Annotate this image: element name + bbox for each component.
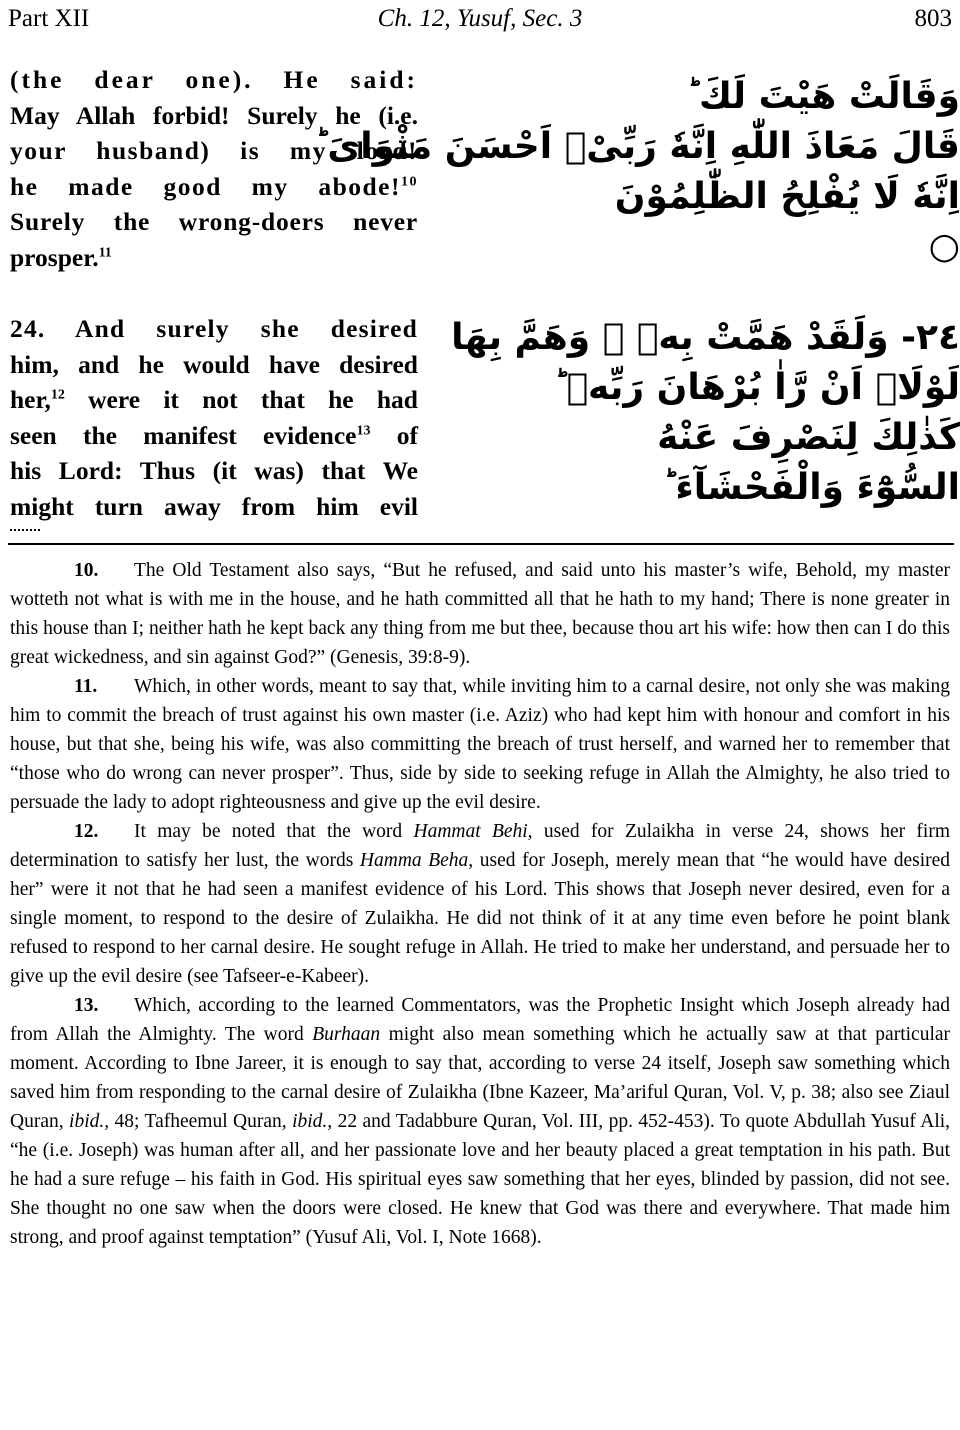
footnote-number: 12.	[74, 821, 99, 842]
verse-24-arabic	[451, 313, 960, 513]
verse-line: (the dear one). He said:	[10, 65, 418, 94]
footnote-11	[10, 672, 950, 817]
verse-line: prosper.$^{11}$	[10, 242, 112, 272]
arabic-line: اِنَّهٗ لَا يُفْلِحُ الظّٰلِمُوْنَ ○	[540, 172, 960, 272]
footnote-ref: 12	[50, 387, 65, 403]
verse-end-mark: ○	[928, 226, 960, 267]
verse-24-english	[10, 311, 418, 524]
verse-23-block	[10, 62, 960, 282]
footnote-text: used for Zulaikha in verse 24, shows her firm determination to satisfy her lust, the words	[10, 821, 950, 871]
verse-line: Surely the wrong-doers never	[10, 207, 418, 236]
footnote-text: 22 and Tadabbure Quran, Vol. III, pp. 452-453). To quote Abdullah Yusuf Ali, “he (i.e. Joseph) was human after all, and her passionate love and her beauty placed a great temptation in his path. But he had a sure refuge – his faith in God. His spiritual eyes saw something that her eyes, blinded by passion, did not see. She thought no one saw when the doors were closed. He knew that God was there and everywhere. That made him strong, and proof against temptation” (Yusuf Ali, Vol. I, Note 1668).	[10, 1111, 951, 1248]
arabic-line: السُّوْٓءَ وَالْفَحْشَآءَ ؕ	[662, 467, 960, 508]
footnote-13	[10, 991, 950, 1252]
footnote-number: 11.	[74, 676, 98, 697]
verse-line: him, and he would have desired	[10, 349, 418, 379]
footnote-text: Which, according to the learned Commentators, was the Prophetic Insight which Joseph already had from Allah the Almighty. The word	[10, 995, 950, 1045]
continuation-mark	[10, 529, 40, 531]
italic-term: Hamma Beha,	[359, 850, 474, 871]
arabic-line: وَقَالَتْ هَيْتَ لَكَ ؕ	[686, 76, 960, 117]
verse-line: May Allah forbid! Surely he (i.e.	[10, 100, 418, 130]
page-number: 803	[914, 5, 952, 32]
running-header	[8, 4, 952, 36]
footnote-text: used for Joseph, merely mean that “he would have desired her” were it not that he had seen a manifest evidence of his Lord. This shows that Joseph never desired, even for a single moment, to respond to the desire of Zulaikha. He did not think of it at any time even before he point blank refused to respond to her carnal desire. He sought refuge in Allah. He tried to make her understand, and persuade her to give up the evil desire (see Tafseer-e-Kabeer).	[10, 850, 951, 987]
italic-term: ibid.,	[292, 1111, 333, 1132]
arabic-line: قَالَ مَعَاذَ اللّٰهِ اِنَّهٗ رَبِّىْۤ اَحْسَنَ مَثْوَاىَ ؕ	[314, 126, 960, 167]
verse-line: his Lord: Thus (it was) that We	[10, 456, 418, 485]
footnote-10	[10, 556, 950, 672]
footnote-number: 13.	[74, 995, 99, 1016]
footnote-divider	[8, 543, 954, 545]
verse-line: seen the manifest evidence$^{13}$ of	[10, 420, 418, 450]
italic-term: Hammat Behi,	[413, 821, 533, 842]
footnotes	[10, 556, 950, 1252]
footnote-12	[10, 817, 950, 991]
arabic-line: ٢٤- وَلَقَدْ هَمَّتْ بِهٖ ۚ وَهَمَّ بِهَا	[451, 317, 960, 358]
verse-line: might turn away from him evil	[10, 491, 418, 521]
footnote-ref: 11	[98, 245, 112, 260]
footnote-number: 10.	[74, 560, 99, 581]
footnote-text: The Old Testament also says, “But he refused, and said unto his master’s wife, Behold, my master wotteth not what is with me in the house, and he hath committed all that he hath to my hand; There is none greater in this house than I; neither hath he kept back any thing from me but thee, because thou art his wife: how then can I do this great wickedness, and sin against God?” (Genesis, 39:8-9).	[10, 560, 950, 668]
italic-term: ibid.,	[69, 1111, 110, 1132]
arabic-line: كَذٰلِكَ لِنَصْرِفَ عَنْهُ	[657, 417, 960, 458]
verse-line: 24. And surely she desired	[10, 314, 418, 343]
footnote-text: Which, in other words, meant to say that, while inviting him to a carnal desire, not only she was making him to commit the breach of trust against his own master (i.e. Aziz) who had kept him with honour and comfort in his house, but that she, being his wife, was also committing the breach of trust herself, and warned her to remember that “those who do wrong can never prosper”. Thus, side by side to seeking refuge in Allah the Almighty, he also tried to persuade the lady to adopt righteousness and give up the evil desire.	[10, 676, 950, 813]
verse-line: your husband) is my lord!	[10, 136, 418, 165]
footnote-ref: 10	[401, 174, 418, 189]
footnote-text: might also mean something which he actually saw at that particular moment. According to Ibne Jareer, it is enough to say that, according to verse 24 itself, Joseph saw something which saved him from responding to the carnal desire of Zulaikha (Ibne Kazeer, Ma’ariful Quran, Vol. V, p. 38; also see Ziaul Quran,	[10, 1024, 951, 1132]
footnote-text: It may be noted that the word	[134, 821, 403, 842]
italic-term: Burhaan	[312, 1024, 381, 1045]
footnote-ref: 13	[356, 423, 371, 438]
verse-line: her,$^{12}$ were it not that he had	[10, 385, 418, 414]
verse-24-block	[10, 311, 960, 531]
part-label: Part XII	[8, 5, 90, 32]
verse-line: he made good my abode!$^{10}$	[10, 171, 418, 201]
arabic-line: لَوْلَاۤ اَنْ رَّاٰ بُرْهَانَ رَبِّهٖ ؕ	[553, 367, 960, 408]
footnote-text: 48; Tafheemul Quran,	[114, 1111, 287, 1132]
chapter-title: Ch. 12, Yusuf, Sec. 3	[377, 5, 583, 32]
